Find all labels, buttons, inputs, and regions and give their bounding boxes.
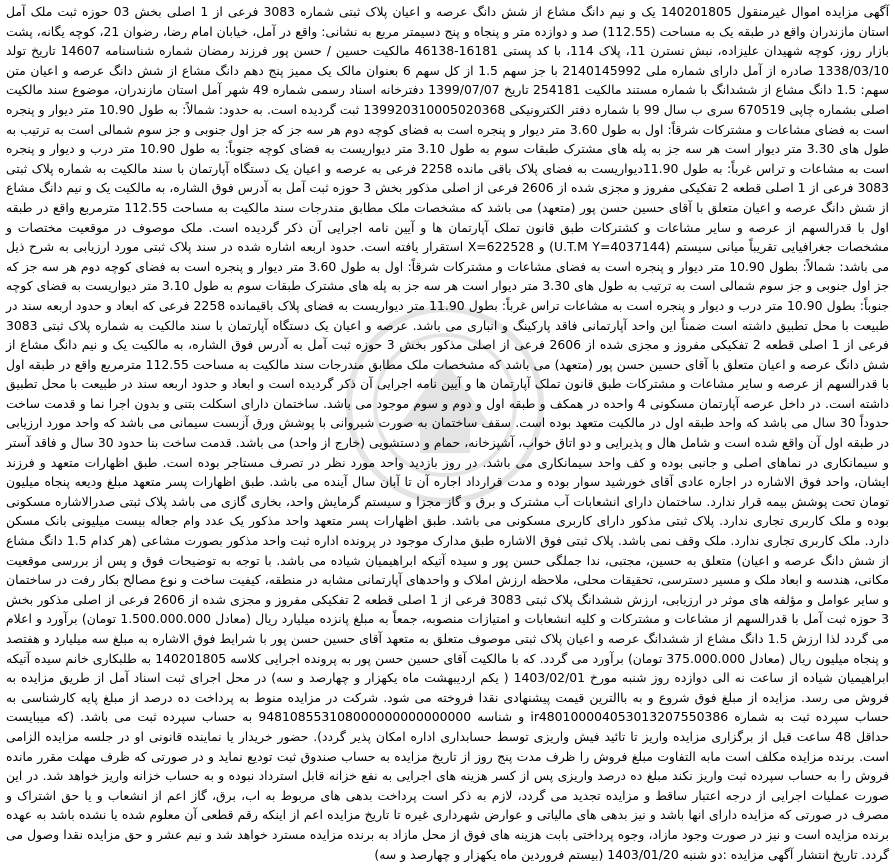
auction-notice-text: آگهی مزایده اموال غیرمنقول 140201805 یک و نیم دانگ مشاع از شش دانگ عرصه و اعیان پلاک ثبتی شماره 3083 فرعی از 1 اصلی بخش 03 حوزه ثبت ملک آمل استان مازندران واقع در طبقه یک به مساحت (112.55) صد و دوازده متر و پنجاه و پنج دسیمتر مربع به نشانی: واقع در آمل، خیابان امام رضا، رضوان 21، کوچه یگانه، پشت بازار روز، کوچه شهیدان علیزاده، نبش نسترن 11، پلاک 114، با کد پستی 16181-46138 مالکیت حسین / حسن پور فرزند رمضان شماره شناسنامه 14607 تاریخ تولد 1338/03/10 صادره از آمل دارای شماره ملی 2140145992 با جز سهم 1.5 از کل سهم 6 بعنوان مالک یک ممیز پنج دهم دانگ مشاع از شش دانگ عرصه و اعیان متن سهم: 1.5 دانگ مشاع از ششدانگ با شماره مستند مالکیت 254181 تاریخ 1399/07/07 دفترخانه اسناد رسمی شماره 49 شهر آمل استان مازندران، موضوع سند مالکیت اصلی بشماره چاپی 670519 سری ب سال 99 با شماره دفتر الکترونیکی 139920310005020368 ثبت گردیده است. به حدود: شمالاً: به طول 10.90 متر دیوار و پنجره است به فضای مشاعات و مشترکات شرقاً: اول به طول 3.60 متر دیوار و پنجره است به فضای کوچه دوم هر سه جز که جز اول جنوبی و جز سوم شمالی است به ترتیب به طول های 3.30 متر دیوار است هر سه جز به پله های مشترک طبقات سوم به طول 3.10 متر دیواریست به فضای کوچه جنوباً: به طول 10.90 متر درب و دیوار و پنجره است به مشاعات و تراس غرباً: به طول 11.90دیواریست به فضای پلاک باقی مانده 2258 فرعی به عرصه و اعیان یک دستگاه آپارتمان با سند مالکیت به شماره پلاک ثبتی 3083 فرعی از 1 اصلی قطعه 2 تفکیکی مفروز و مجزی شده از 2606 فرعی از اصلی مذکور بخش 3 حوزه ثبت آمل به آدرس فوق الشاره، به مالکیت یک و نیم دانگ مشاع از شش دانگ عرصه و اعیان متعلق با آقای حسین حسن پور (متعهد) می باشد که مشخصات ملک مطابق مندرجات سند مالکیت به مساحت 112.55 مترمربع واقع در طبقه اول با قدرالسهم از عرصه و سایر مشاعات و کشترکات طبق قانون تملک آپارتمان ها و آیین نامه اجرایی آن ذکر گردیده است. ملک موصوف در موقعیت مختصات و مشخصات جغرافیایی تقریباً میانی سیستم (U.T.M Y=4037144) و X=622528 استقرار یافته است. حدود اربعه اشاره شده در سند پلاک ثبتی مورد ارزیابی به شرح ذیل می باشد: شمالاً: بطول 10.90 متر دیوار و پنجره است به فضای مشاعات و مشترکات شرقاً: اول به طول 3.60 متر دیوار و پنجره است به فضای کوچه دوم هر سه جز که جز اول جنوبی و جز سوم شمالی است به ترتیب به طول های 3.30 متر دیوار است هر سه جز به پله های مشترک طبقات سوم به طول 3.10 متر دیواریست به فضای کوچه جنوباً: بطول 10.90 متر درب و دیوار و پنجره است به مشاعات تراس غرباً: بطول 11.90 متر دیواریست به فضای پلاک باقیمانده 2258 فرعی که ابعاد و حدود اربعه سند در طبیعت با محل تطبیق داشته است ضمناً این واحد آپارتمانی فاقد پارکینگ و انباری می باشد. عرصه و اعیان یک دستگاه آپارتمان با سند مالکیت به شماره پلاک ثبتی 3083 فرعی از 1 اصلی قطعه 2 تفکیکی مفروز و مجزی شده از 2606 فرعی از اصلی مذکور بخش 3 حوزه ثبت آمل به آدرس فوق الشاره، به مالکیت یک و نیم دانگ مشاع از شش دانگ عرصه و اعیان متعلق با آقای حسین حسن پور (متعهد) می باشد که مشخصات ملک مطابق مندرجات سند مالکیت به مساحت 112.55 مترمربع واقع در طبقه اول با قدرالسهم از عرصه و سایر مشاعات و مشترکات طبق قانون تملک آپارتمان ها و آیین نامه اجرایی آن ذکر گردیده است و ابعاد و حدود اربعه سند در طبیعت با محل تطبیق داشته است. در داخل عرصه آپارتمان مسکونی 4 واحده در همکف و طبقه اول و دوم و سوم موجود می باشد. ساختمان دارای اسکلت بتنی و بدون اجرا نما و قدمت ساخت حدوداً 30 سال می باشد که واحد طبقه اول در مالکیت متعهد بوده است. سقف ساختمان به صورت شیروانی با پوشش ورق آزبست سیمانی می باشد که واحد مورد ارزیابی در طبقه اول آن واقع شده است و شامل هال و پذیرایی و دو اتاق خواب، آشپزخانه، حمام و دستشویی (خارج از واحد) می باشد. قدمت ساخت بنا حدود 30 سال و فاقد آستر و سیمانکاری در نماهای اصلی و جانبی بوده و کف واحد سیمانکاری می باشد. در روز بازدید واحد مورد نظر در تصرف مستاجر بوده است. طبق اظهارات متعهد و فرزند ایشان، واحد فوق الاشاره در اجاره عادی آقای خورشید سوار بوده و مدت قرارداد اجاره آن تا آبان سال آینده می باشد. طبق اظهارات پسر متعهد مبلغ ودیعه پنجاه میلیون تومان تحت پوشش بیمه قرار ندارد. ساختمان دارای انشعابات آب مشترک و برق و گاز مجزا و سیستم گرمایش واحد، بخاری گازی می باشد پلاک ثبتی صدرالاشاره مسکونی بوده و ملک کاربری تجاری ندارد. پلاک ثبتی مذکور دارای کاربری مسکونی می باشد. طبق اظهارات پسر متعهد واحد مذکور یک عدد وام جعاله بیست میلیونی بانک مسکن دارد. ملک کاربری تجاری ندارد. ملک وقف نمی باشد. پلاک ثبتی فوق الاشاره طبق مدارک موجود در پرونده اداره ثبت واحد مذکور بصورت مشاعی (هر کدام 1.5 دانگ مشاع از شش دانگ عرصه و اعیان) متعلق به حسین، مجتبی، ندا جملگی حسن پور و سیده آتیکه ابراهیمیان شیاده می باشد. با توجه به توضیحات فوق و پس از بررسی موقعیت مکانی، هندسه و ابعاد ملک و مسیر دسترسی، تحقیقات محلی، ملاحظه ارزش املاک و واحدهای آپارتمانی مشابه در منطقه، کیفیت ساخت و نوع مصالح بکار رفت در ساختمان و سایر عوامل و مؤلفه های موثر در ارزیابی، ارزش ششدانگ پلاک ثبتی 3083 فرعی از 1 اصلی قطعه 2 تفکیکی مفروز و مجزی شده از 2606 فرعی از اصلی مذکور بخش 3 حوزه ثبت آمل با قدرالسهم از مشاعات و مشترکات و کلیه انشعابات و امتیازات منصوبه، جمعاً به مبلغ پانزده میلیارد ریال (معادل 1.500.000.000 تومان) برآورد و اعلام می گردد لذا ارزش 1.5 دانگ مشاع از ششدانگ عرصه و اعیان پلاک ثبتی موصوف متعلق به متعهد آقای حسین حسن پور با شرایط فوق الاشاره به مبلغ سه میلیارد و هفتصد و پنجاه میلیون ریال (معادل 375.000.000 تومان) برآورد می گردد. که با مالکیت آقای حسین حسن پور به پرونده اجرایی کلاسه 140201805 به طلبکاری خانم سیده آتیکه ابراهیمیان شیاده از ساعت نه الی دوازده روز شنبه مورخ 1403/02/01 ( یکم اردیبهشت ماه یکهزار و چهارصد و سه) در محل اجرای ثبت اسناد آمل از طریق مزایده به فروش می رسد. مزایده از مبلغ فوق شروع و به باالترین قیمت پیشنهادی نقدا فروخته می شود. شرکت در مزایده منوط به پرداخت ده درصد از مبلغ پایه کارشناسی به حساب سپرده ثبت به شماره ir480100004053013207550386 و شناسه 948108553108000000000000000 به حساب سپرده ثبت می باشد. (که میبایست حداقل 48 ساعت قبل از برگزاری مزایده واریز تا تائید فیش واریزی توسط حسابداری اداره امکان پذیر گردد). حضور خریدار یا نماینده قانونی او در جلسه مزایده الزامی است. برنده مزایده مکلف است مابه التفاوت مبلغ فروش را ظرف مدت پنج روز از تاریخ مزایده به حساب صندوق ثبت تودیع نماید و در صورتی که ظرف مهلت مقرر مانده فروش را به حساب سپرده ثبت واریز نکند مبلغ ده درصد واریزی پس از کسر هزینه های اجرایی به نفع خزانه قابل استرداد نبوده و به حساب خزانه واریز خواهد شد. در این صورت عملیات اجرایی از درجه اعتبار ساقط و مزایده تجدید می گردد، لازم به ذکر است پرداخت بدهی های مربوط به اب، برق، گاز اعم از انشعاب و یا حق اشتراک و مصرف در صورتی که مزایده دارای انها باشد و نیز بدهی های مالیاتی و عوارض شهرداری غیره تا تاریخ مزایده اعم از اینکه رقم قطعی آن معلوم شده یا نشده باشد به عهده برنده مزایده است و نیز در صورت وجود مازاد، وجوه پرداختی بابت هزینه های فوق از محل مازاد به برنده مزایده مسترد خواهد شد و نیم عشر و حق مزایده نقدا وصول می گردد. تاریخ انتشار آگهی مزایده :دو شنبه 1403/01/20 (بیستم فروردین ماه یکهزار و چهارصد و سه) [6, 4, 890, 862]
